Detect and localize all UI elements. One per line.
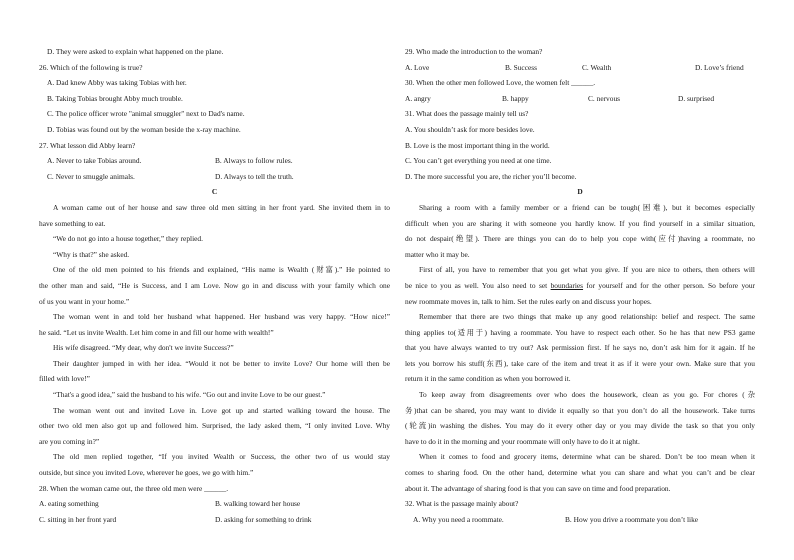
passage-d-line: Sharing a room with a family member or a friend can be tough(困难), but it becomes especially — [419, 202, 755, 212]
q25-option-d: D. They were asked to explain what happened on the plane. — [47, 47, 224, 56]
left-column — [39, 44, 390, 527]
q28-option-a: A. eating something — [39, 499, 99, 509]
q31-question: 31. What does the passage mainly tell us? — [405, 109, 529, 119]
passage-d-line: do not despair(绝望). There are things you can do to help you cope with(应付)having a roommate, no — [405, 234, 755, 244]
q32-options — [405, 512, 755, 528]
q30-options — [405, 91, 755, 107]
q31-option-a: A. You shouldn’t ask for more besides love. — [405, 124, 535, 134]
q28-option-c: C. sitting in her front yard — [39, 514, 117, 524]
passage-d-line: First of all, you have to remember that you get what you give. If you are nice to others, then others will — [419, 265, 755, 275]
q30-option-c: C. nervous — [588, 93, 621, 103]
q29-option-c: C. Wealth — [582, 62, 612, 72]
passage-d-line: have to do it in the morning and your roommate will only have to do it at night. — [405, 436, 640, 446]
q31-option-b: B. Love is the most important thing in the world. — [405, 140, 550, 150]
q30-option-b: B. happy — [502, 93, 529, 103]
passage-c-line: One of the old men pointed to his friends and explained, “His name is Wealth (财富).” He pointed to — [53, 265, 390, 275]
passage-c-line: have something to eat. — [39, 218, 106, 228]
q26-option-c: C. The police officer wrote "animal smuggler" next to Dad's name. — [47, 109, 245, 119]
passage-c-line: filled with love!” — [39, 374, 90, 384]
q27-option-a: A. Never to take Tobias around. — [47, 156, 142, 166]
section-d-heading: D — [577, 187, 583, 197]
passage-d-text: be nice to you as well. You also need to set — [405, 280, 551, 290]
passage-c-line: The old men replied together, “If you invited Wealth or Success, the other two of us would stay — [53, 452, 390, 462]
q30-option-d: D. surprised — [678, 93, 715, 103]
passage-c-line: Their daughter jumped in with her idea. “Would it not be better to invite Love? Our home will then be — [53, 358, 390, 368]
q26-option-a: A. Dad knew Abby was taking Tobias with her. — [47, 78, 187, 88]
q27-option-b: B. Always to follow rules. — [215, 156, 293, 166]
q27-option-c: C. Never to smuggle animals. — [47, 171, 135, 181]
right-column — [405, 44, 755, 527]
passage-c-line: outside, but since you invited Love, wherever he goes, we go with him.” — [39, 468, 254, 478]
passage-c-line: The woman went out and invited Love in. Love got up and started walking toward the house. The — [53, 405, 390, 415]
passage-d-line: comes to sharing food. On the other hand, determine what you can share and what you can’t and be clear — [405, 468, 755, 478]
q31-option-d: D. The more successful you are, the richer you’ll become. — [405, 171, 577, 181]
passage-c-line: the other man and said, “He is Success, and I am Love. Now go in and discuss with your family which one — [39, 280, 390, 290]
passage-d-line: (轮流)in washing the dishes. You may do it every other day or you may divide the task so that you only — [405, 421, 755, 431]
q27-options-row2 — [39, 169, 390, 185]
q29-option-a: A. Love — [405, 62, 430, 72]
passage-d-line: matter who it may be. — [405, 249, 470, 259]
q32-option-b: B. How you drive a roommate you don’t like — [565, 514, 699, 524]
passage-c-line: A woman came out of her house and saw three old men sitting in her front yard. She invited them in to — [53, 202, 390, 212]
q28-options-row2 — [39, 512, 390, 528]
passage-d-line: return it in the same condition as when you borrowed it. — [405, 374, 571, 384]
passage-d-text: for yourself and for the other person. So before your — [583, 280, 755, 290]
q29-option-d: D. Love’s friend — [695, 62, 744, 72]
passage-d-line: When it comes to food and grocery items, determine what can be shared. Don’t be too mean when it — [419, 452, 755, 462]
passage-c-line: of us you want in your home.” — [39, 296, 130, 306]
q27-question: 27. What lesson did Abby learn? — [39, 140, 136, 150]
q30-option-a: A. angry — [405, 93, 431, 103]
passage-d-line: lets you borrow his stuff(东西), take care of the item and treat it as if it were your own. Make sure that you — [405, 358, 755, 368]
q26-option-d: D. Tobias was found out by the woman beside the x-ray machine. — [47, 124, 241, 134]
q28-option-b: B. walking toward her house — [215, 499, 301, 509]
passage-c-line: other two old men also got up and followed him. Surprised, the lady asked them, “I only invited Love. Why — [39, 421, 390, 431]
q27-options-row1 — [39, 153, 390, 169]
passage-c-line: he said. “Let us invite Wealth. Let him come in and fill our home with wealth!” — [39, 327, 274, 337]
q30-question: 30. When the other men followed Love, the women felt ______. — [405, 78, 596, 88]
passage-d-line: To keep away from disagreements over who does the housework, clean as you go. For chores (杂 — [419, 390, 755, 400]
q32-option-a: A. Why you need a roommate. — [413, 514, 504, 524]
q28-question: 28. When the woman came out, the three old men were ______. — [39, 483, 229, 493]
passage-d-line: 务)that can be shared, you may want to divide it equally so that you don’t do all the housework. Take turns — [405, 405, 755, 415]
section-c-heading: C — [211, 187, 218, 197]
passage-c-line: “Why is that?” she asked. — [53, 249, 130, 259]
q31-option-c: C. You can’t get everything you need at one time. — [405, 156, 552, 166]
passage-c-line: “That's a good idea,” said the husband to his wife. “Go out and invite Love to be our guest.” — [53, 390, 326, 400]
q29-option-b: B. Success — [505, 62, 538, 72]
passage-d-line — [405, 278, 755, 294]
passage-c-line: “We do not go into a house together,” they replied. — [53, 234, 203, 244]
passage-d-line: about it. The advantage of sharing food is that you can save on time and food preparation. — [405, 483, 671, 493]
passage-c-line: are you coming in?” — [39, 436, 100, 446]
passage-d-line: that you have always wanted to try out? Ask permission first. If he says no, don’t ask him for it again. If he — [405, 343, 755, 353]
q32-question: 32. What is the passage mainly about? — [405, 499, 519, 509]
passage-d-line: difficult when you are sharing it with someone you hardly know. If you find yourself in a similar situation, — [405, 218, 755, 228]
passage-c-line: His wife disagreed. “My dear, why don't we invite Success?” — [53, 343, 234, 353]
q28-option-d: D. asking for something to drink — [215, 514, 312, 524]
underlined-word-boundaries: boundaries — [550, 280, 584, 290]
q26-question: 26. Which of the following is true? — [39, 62, 143, 72]
passage-d-line: new roommate moves in, talk to him. Set the rules early on and discuss your hopes. — [405, 296, 652, 306]
q29-question: 29. Who made the introduction to the woman? — [405, 47, 543, 56]
q26-option-b: B. Taking Tobias brought Abby much trouble. — [47, 93, 183, 103]
q28-options-row1 — [39, 496, 390, 512]
q29-options — [405, 60, 755, 76]
passage-d-line: thing applies to(适用于) having a roommate. You have to respect each other. So he has that new PS3 game — [405, 327, 755, 337]
q27-option-d: D. Always to tell the truth. — [215, 171, 294, 181]
passage-c-line: The woman went in and told her husband what happened. Her husband was very happy. “How nice!” — [53, 312, 390, 322]
passage-d-line: Remember that there are two things that make up any good relationship: belief and respect. The same — [419, 312, 755, 322]
